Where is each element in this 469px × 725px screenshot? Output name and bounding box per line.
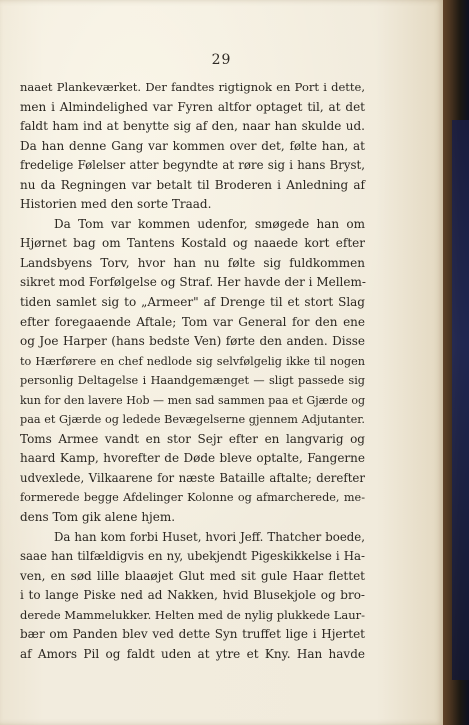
text-line: personlig Deltagelse i Haandgemænget — sligt passede sig: [20, 374, 365, 388]
text-line: sikret mod Forfølgelse og Straf. Her havde der i Mellem-: [20, 275, 366, 290]
text-line: derede Mammelukker. Helten med de nylig plukkede Laur-: [20, 607, 366, 622]
text-line: fredelige Følelser atter begyndte at røre sig i hans Bryst,: [20, 158, 365, 173]
text-line: kun for den lavere Hob — men sad sammen paa et Gjærde og: [20, 393, 365, 407]
text-line: og Joe Harper (hans bedste Ven) førte den anden. Disse: [20, 334, 365, 349]
text-line: af Amors Pil og faldt uden at ytre et Kny. Han havde: [20, 646, 365, 661]
text-line: men i Almindelighed var Fyren altfor optaget til, at det: [20, 99, 365, 114]
text-line: Da han denne Gang var kommen over det, følte han, at: [20, 138, 365, 153]
text-line: dens Tom gik alene hjem.: [20, 510, 176, 525]
text-line: saae han tilfældigvis en ny, ubekjendt Pigeskikkelse i Ha-: [20, 549, 365, 564]
text-line: to Hærførere en chef nedlode sig selvfølgelig ikke til nogen: [20, 354, 365, 368]
text-line: haard Kamp, hvorefter de Døde bleve optalte, Fangerne: [20, 451, 365, 466]
page-number: 29: [211, 52, 232, 68]
text-line: tiden samlet sig to „Armeer" af Drenge til et stort Slag: [20, 295, 365, 310]
text-line: i to lange Piske ned ad Nakken, hvid Blusekjole og bro-: [20, 588, 365, 603]
background-fabric: [452, 120, 469, 680]
text-line: udvexlede, Vilkaarene for næste Bataille aftalte; derefter: [20, 470, 365, 485]
text-line: ven, en sød lille blaaøjet Glut med sit gule Haar flettet: [20, 568, 365, 583]
text-line: efter foregaaende Aftale; Tom var General for den ene: [20, 314, 365, 329]
text-line: formerede begge Afdelinger Kolonne og afmarcherede, me-: [20, 491, 365, 505]
text-line: Da han kom forbi Huset, hvori Jeff. Thatcher boede,: [54, 529, 365, 544]
text-line: paa et Gjærde og ledede Bevægelserne gjennem Adjutanter.: [20, 413, 365, 427]
text-line: Landsbyens Torv, hvor han nu følte sig fuldkommen: [20, 255, 365, 270]
text-line: Da Tom var kommen udenfor, smøgede han om: [54, 216, 365, 231]
text-line: nu da Regningen var betalt til Broderen i Anledning af: [20, 177, 365, 192]
text-line: faldt ham ind at benytte sig af den, naar han skulde ud.: [20, 119, 365, 134]
text-line: Historien med den sorte Traad.: [20, 197, 212, 212]
text-line: Toms Armee vandt en stor Sejr efter en langvarig og: [20, 431, 365, 446]
body-text: [20, 78, 365, 664]
text-line: Hjørnet bag om Tantens Kostald og naaede kort efter: [20, 236, 365, 251]
text-line: naaet Plankeværket. Der fandtes rigtignok en Port i dette,: [20, 80, 365, 94]
text-line: bær om Panden blev ved dette Syn truffet lige i Hjertet: [20, 627, 365, 642]
